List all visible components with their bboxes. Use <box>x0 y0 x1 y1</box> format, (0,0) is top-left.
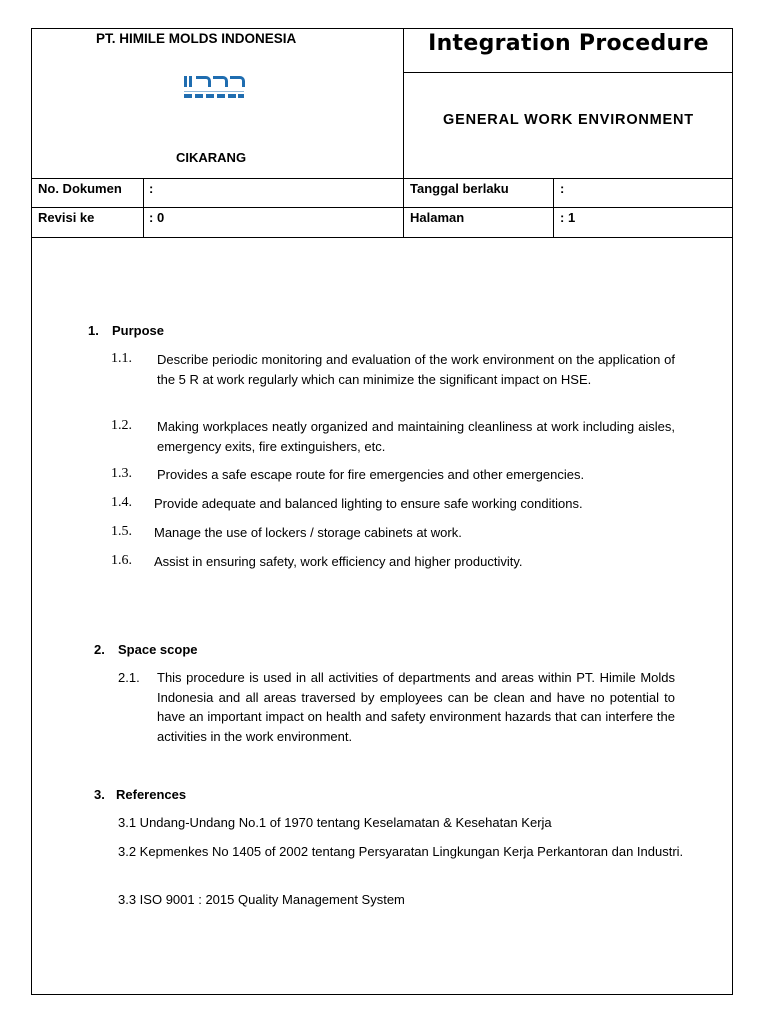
info-bottom-line <box>31 237 733 238</box>
document-title: Integration Procedure <box>428 31 709 56</box>
effective-date-value: : <box>560 181 565 196</box>
item-text: Provide adequate and balanced lighting to ensure safe working conditions. <box>154 496 583 511</box>
item-number: 1.2. <box>111 418 132 433</box>
info-row-divider <box>31 207 733 208</box>
item-text: Assist in ensuring safety, work efficiency and higher productivity. <box>154 554 523 569</box>
doc-no-label: No. Dokumen <box>38 181 122 196</box>
item-number: 1.4. <box>111 495 132 510</box>
himile-logo <box>182 74 248 100</box>
page-value: : 1 <box>560 210 576 225</box>
item-number: 2.1. <box>118 670 140 685</box>
company-city: CIKARANG <box>176 150 247 165</box>
item-number: 1.3. <box>111 466 132 481</box>
item-text: Making workplaces neatly organized and maintaining cleanliness at work including aisles, emergency exits, fire extinguishers, etc. <box>157 419 675 454</box>
revision-value: : 0 <box>149 210 165 225</box>
section-title-references: References <box>116 787 187 802</box>
header-bottom-line <box>31 178 733 179</box>
section-number: 1. <box>88 323 99 338</box>
item-number: 1.6. <box>111 553 132 568</box>
info-col-divider-1 <box>143 178 144 238</box>
item-text: Provides a safe escape route for fire emergencies and other emergencies. <box>157 467 585 482</box>
company-name: PT. HIMILE MOLDS INDONESIA <box>96 31 297 46</box>
item-number: 1.5. <box>111 524 132 539</box>
reference-item-text: 3.2 Kepmenkes No 1405 of 2002 tentang Persyaratan Lingkungan Kerja Perkantoran dan Industri. <box>118 844 684 859</box>
reference-item: 3.1 Undang-Undang No.1 of 1970 tentang Keselamatan & Kesehatan Kerja <box>118 815 552 830</box>
reference-item: 3.3 ISO 9001 : 2015 Quality Management System <box>118 892 405 907</box>
item-text: Describe periodic monitoring and evaluation of the work environment on the application of the 5 R at work regularly which can minimize the significant impact on HSE. <box>157 352 675 387</box>
effective-date-label: Tanggal berlaku <box>410 181 509 196</box>
document-subtitle: GENERAL WORK ENVIRONMENT <box>443 112 694 128</box>
section-title-purpose: Purpose <box>112 323 165 338</box>
item-number: 1.1. <box>111 351 132 366</box>
section-number: 3. <box>94 787 105 802</box>
doc-no-value: : <box>149 181 154 196</box>
reference-item <box>118 842 688 862</box>
revision-label: Revisi ke <box>38 210 95 225</box>
title-divider <box>403 72 733 73</box>
item-text: Manage the use of lockers / storage cabinets at work. <box>154 525 462 540</box>
info-col-divider-2 <box>553 178 554 238</box>
section-number: 2. <box>94 642 105 657</box>
page-label: Halaman <box>410 210 465 225</box>
section-title-scope: Space scope <box>118 642 198 657</box>
item-text: This procedure is used in all activities of departments and areas within PT. Himile Molds Indonesia and all areas traversed by employees can be clean and have no potential to have an important impact on health and safety environment hazards that can interfere the activities in the work environment. <box>157 670 675 744</box>
